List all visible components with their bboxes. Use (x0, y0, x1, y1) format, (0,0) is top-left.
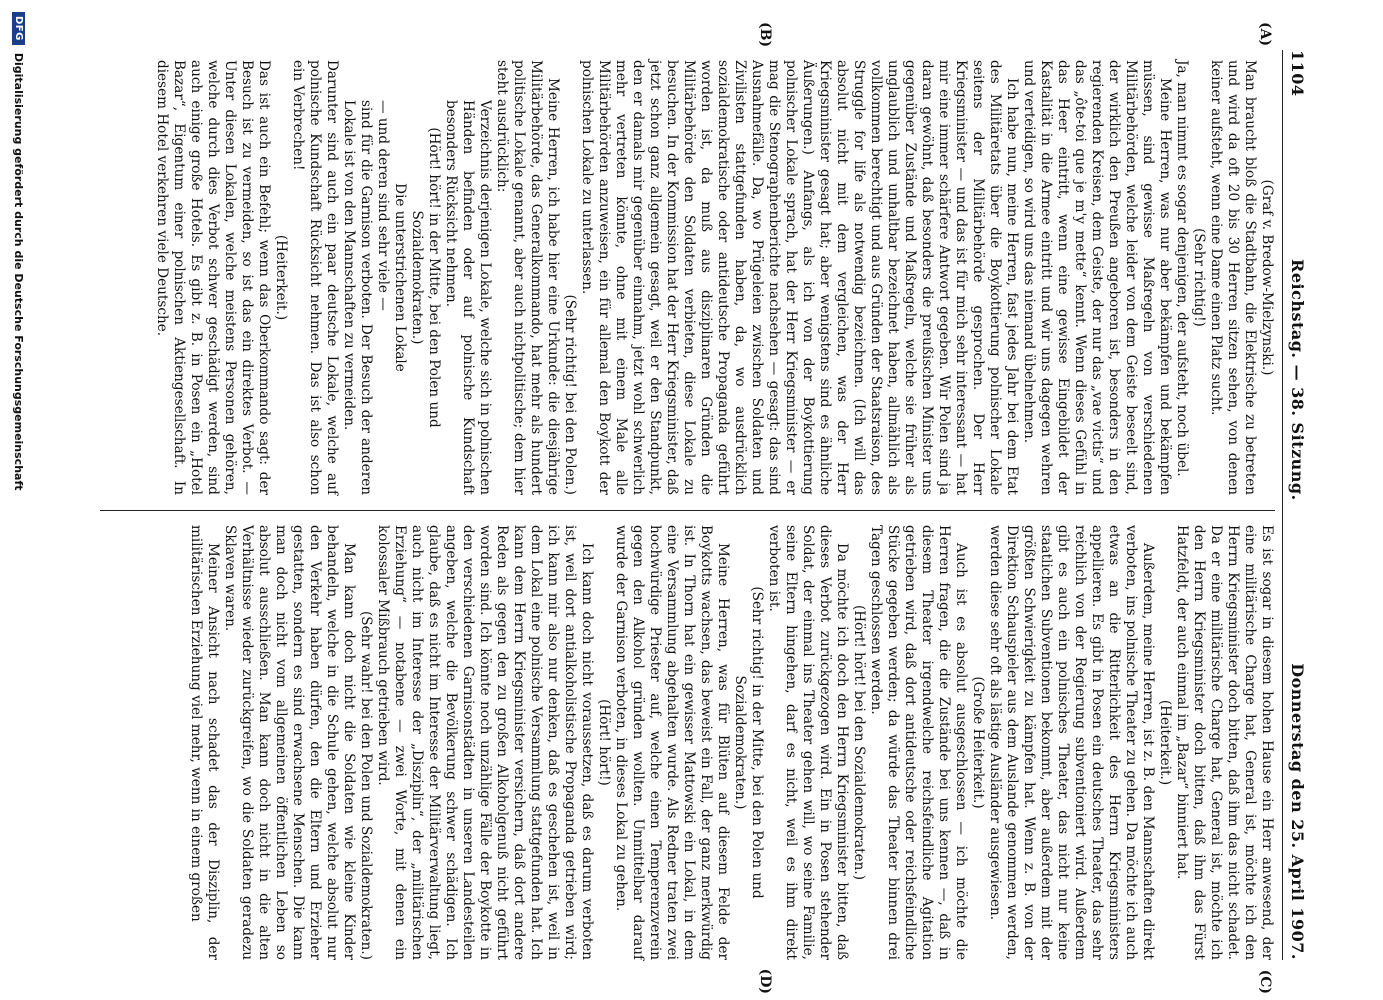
paragraph: (Große Heiterkeit.) (970, 676, 986, 809)
paragraph: Man braucht bloß die Stadtbahn, die Elektrische zu betreten und wird da oft 20 bis 30 Herren sitzen sehen, von denen keiner aufsteht, wenn eine Dame einen Platz sucht. (1208, 60, 1258, 495)
paragraph: (Sehr richtig!) (1191, 228, 1207, 327)
margin-marker-b: (B) (757, 22, 773, 48)
left-column (100, 60, 1275, 495)
paragraph: Meine Herren, was nur aber bekämpfen und bekämpfen müssen, sind gewisse Maßregeln von verschiedenen Militärbehörden, welche leider von dem Geiste beseelt sind, der wirklich den Preußen angeboren ist, besonders in den regierenden Kreisen, dem Geiste, der nur das „vae victis“ und das „ôte-toi que je m'y mette“ kennt. Wenn dieses Gefühl in das Heer eintritt, wenn eine gewisse Eingebildet der Kastalität in die Armee eintritt und wir uns dagegen wehren und verteidigen, so wird uns das niemand übelnehmen. (1021, 60, 1173, 495)
paragraph: Die unterstrichenen Lokale (392, 183, 408, 372)
paragraph: (Hört! hört! bei den Sozialdemokraten.) (851, 604, 867, 880)
paragraph: Ich habe nun, meine Herren, fast jedes Jahr bei dem Etat des Militäretats über die Boykottierung polnischer Lokale seitens der Militärbehörde gesprochen. Der Herr Kriegsminister — und das ist für mich sehr interessant — hat mir eine immer schärfere Antwort gegeben. Wir Polen sind ja daran gewöhnt, daß besonders die preußischen Minister uns gegenüber Zustände und Maßregeln, welche sie früher als unglaublich und unhaltbar bezeichnet haben, allmählich als vollkommen berechtigt und aus Gründen der Staatsraison, des Struggle for life als notwendig bezeichnen. (Ich will das absolut nicht mit dem vergleichen, was der Herr Kriegsminister gesagt hat; aber wenigstens sind es ähnliche Äußerungen.) Anfangs, als ich von der Boykottierung polnischer Lokale sprach, hat der Herr Kriegsminister — er mag die Stenographenberichte nachsehen — gesagt: das sind Ausnahmefälle. Da, wo Prügeleien zwischen Soldaten und Zivilisten stattgefunden haben, da, wo ausdrücklich sozialdemokratische oder antideutsche Propaganda geführt worden ist, da muß aus disziplinaren Gründen die Militärbehörde den Soldaten verbieten, diese Lokale zu besuchen. In der Kommission hat der Herr Kriegsminister, daß jetzt schon ganz allgemein gesagt, weil er den Standpunkt, den er damals mir gegenüber einnahm, jetzt wohl schwerlich mehr vertreten könnte, ohne mit einem Male alle Militärbehörden anzuweisen, ein für allemal den Boykott der polnischen Lokale zu unterlassen. (579, 60, 1020, 495)
paragraph: Außerdem, meine Herren, ist z. B. den Mannschaften direkt verboten, ins polnische Theater zu gehen. Da möchte ich auch etwas an die Ritterlichkeit des Herrn Kriegsministers appellieren. Es gibt in Posen ein deutsches Theater, das sehr reichlich von der Regierung subventioniert wird. Außerdem gibt es auch ein polnisches Theater, das nicht nur keine staatlichen Subventionen bekommt, aber außerdem mit der größten Schwierigkeit zu kämpfen hat. Wenn z. B. von der Direktion Schauspieler aus dem Auslande genommen werden, werden diese sehr oft als lästige Ausländer ausgewiesen. (987, 525, 1156, 960)
footer-credit: Digitalisierung gefördert durch die Deutsche Forschungsgemeinschaft (12, 52, 26, 491)
paragraph: Ich kann doch nicht voraussetzen, daß es darum verboten ist, weil dort antialkoholistische Propaganda getrieben wird; ich kann mir also nur denken, daß es geschehen ist, weil in dem Lokal eine polnische Versammlung stattgefunden hat. Ich kann dem Herrn Kriegsminister versichern, daß dort andere Reden als gegen den zu großen Alkoholgenuß nicht geführt worden sind. Ich könnte noch unzählige Fälle der Boykotte in den verschiedenen Garnisonstädten in unseren Landesteilen angeben, welche die Bevölkerung schwer schädigen. Ich glaube, daß es nicht im Interesse der Militärverwaltung liegt, auch nicht im Interesse der „Disziplin“, der „militärischen Erziehung“ — notabene — zwei Worte, mit denen ein kolossaler Mißbrauch getrieben wird. (375, 525, 595, 960)
margin-marker-d: (D) (757, 968, 773, 994)
page-header (1282, 50, 1313, 960)
margin-marker-c: (C) (1257, 969, 1273, 994)
paragraph: — und deren sind sehr viele — (375, 100, 391, 311)
paragraph: Darunter sind auch ein paar deutsche Lokale, welche auf polnische Kundschaft Rücksicht nehmen. Das ist also schon ein Verbrechen! (290, 60, 340, 495)
paragraph: Da möchte ich doch den Herrn Kriegsminister bitten, daß dieses Verbot zurückgezogen wird. Ein in Posen stehender Soldat, der einmal ins Theater gehen will, wo seine Familie, seine Eltern hingehen, darf es nicht, weil es ihm direkt verboten ist. (766, 525, 850, 960)
paragraph: Verzeichnis derjenigen Lokale, welche sich in polnischen Händen befinden oder auf polnische Kundschaft besonders Rücksicht nehmen. (443, 100, 493, 495)
paragraph: Meine Herren, was für Blüten auf diesem Felde der Boykotts wachsen, das beweist ein Fall, der ganz merkwürdig ist. In Thorn hat ein gewisser Mattowski ein Lokal, in dem eine Versammlung abgehalten wurde. Als Redner traten zwei hochwürdige Priester auf, welche einen Temperenzverein gegen den Alkohol gründen wollten. Unmittelbar darauf wurde der Garnison verboten, in dieses Lokal zu gehen. (613, 525, 731, 960)
paragraph: Auch ist es absolut ausgeschlossen — ich möchte die Herren fragen, die die Zustände bei uns kennen —, daß in diesem Theater irgendwelche reichsfeindliche Agitation getrieben wird, daß dort antideutsche oder reichsfeindliche Stücke gegeben werden; da würde das Theater binnen drei Tagen geschlossen werden. (868, 525, 969, 960)
page-number: 1104 (1288, 50, 1308, 97)
header-date: Donnerstag den 25. April 1907. (1288, 663, 1308, 960)
paragraph: Ja, man nimmt es sogar denjenigen, der aufsteht, noch übel. (1174, 60, 1190, 477)
paragraph: sind für die Garnison verboten. Der Besuch der anderen Lokale ist von den Mannschaften zu vermeiden. (341, 100, 374, 495)
paragraph: (Hört! hört!) (596, 699, 612, 786)
dfg-logo: DFG (13, 12, 26, 45)
paragraph: Das ist auch ein Befehl; wenn das Oberkommando sagt: der Besuch ist zu vermeiden, so ist das ein direktes Verbot. — Unter diesen Lokalen, welche meistens Personen gehören, welche durch dies Verbot schwer geschädigt werden, sind auch einige große Hotels. Es gibt z. B. in Posen ein „Hotel Bazar“, Eigentum einer polnischen Aktiengesellschaft. In diesem Hotel verkehren viele Deutsche. (154, 60, 272, 495)
footer (8, 0, 30, 1000)
paragraph: (Sehr richtig! bei den Polen.) (562, 294, 578, 495)
paragraph: Meine Herren, ich habe hier eine Urkunde: die diesjährige Militärbehörde, das Generalkommando, hat mehr als hundert politische Lokale genannt, aber auch nichtpolitische; dem hier steht ausdrücklich: (494, 60, 561, 495)
paragraph: (Sehr richtig! in der Mitte, bei den Polen und Sozialdemokraten.) (732, 586, 765, 899)
column-divider (100, 510, 1275, 511)
paragraph: Meiner Ansicht nach schadet das der Disziplin, der militärischen Erziehung viel mehr, wenn in einem großen (188, 525, 221, 960)
paragraph: Es ist sogar in diesem hohen Hause ein Herr anwesend, der eine militärische Charge hat, General ist, möchte ich den Herrn Kriegsminister doch bitten, daß ihm das nicht schadet. Da er eine militärische Charge hat, General ist, möchte ich den Herrn Kriegsminister doch bitten, daß ihm das Fürst Hatzfeldt, der auch einmal im „Bazar“ binniert hat. (1174, 525, 1275, 960)
paragraph: (Heiterkeit.) (273, 234, 289, 321)
right-column (100, 525, 1275, 960)
margin-marker-a: (A) (1257, 22, 1273, 47)
paragraph: (Graf v. Bredow-Mielzynski.) (1259, 179, 1275, 376)
paragraph: (Sehr wahr! bei den Polen und Sozialdemokraten.) (358, 610, 374, 960)
text-columns (100, 60, 1275, 960)
paragraph: (Heiterkeit.) (1157, 699, 1173, 786)
paragraph: Man kann doch nicht die Soldaten wie kleine Kinder behandeln, welche in die Schule gehen, welche absolut nur den Verkehr haben dürfen, den die Eltern und Erzieher gestatten, sondern es sind erwachsene Menschen. Die kann man doch nicht vom allgemeinen öffentlichen Leben so absolut ausschließen. Man kann doch nicht in die alten Verhältnisse wieder zurückgreifen, wo die Soldaten geradezu Sklaven waren. (222, 525, 357, 960)
paragraph: (Hört! hört! in der Mitte, bei den Polen und Sozialdemokraten.) (409, 127, 442, 428)
header-session: Reichstag. — 38. Sitzung. (1288, 259, 1308, 501)
